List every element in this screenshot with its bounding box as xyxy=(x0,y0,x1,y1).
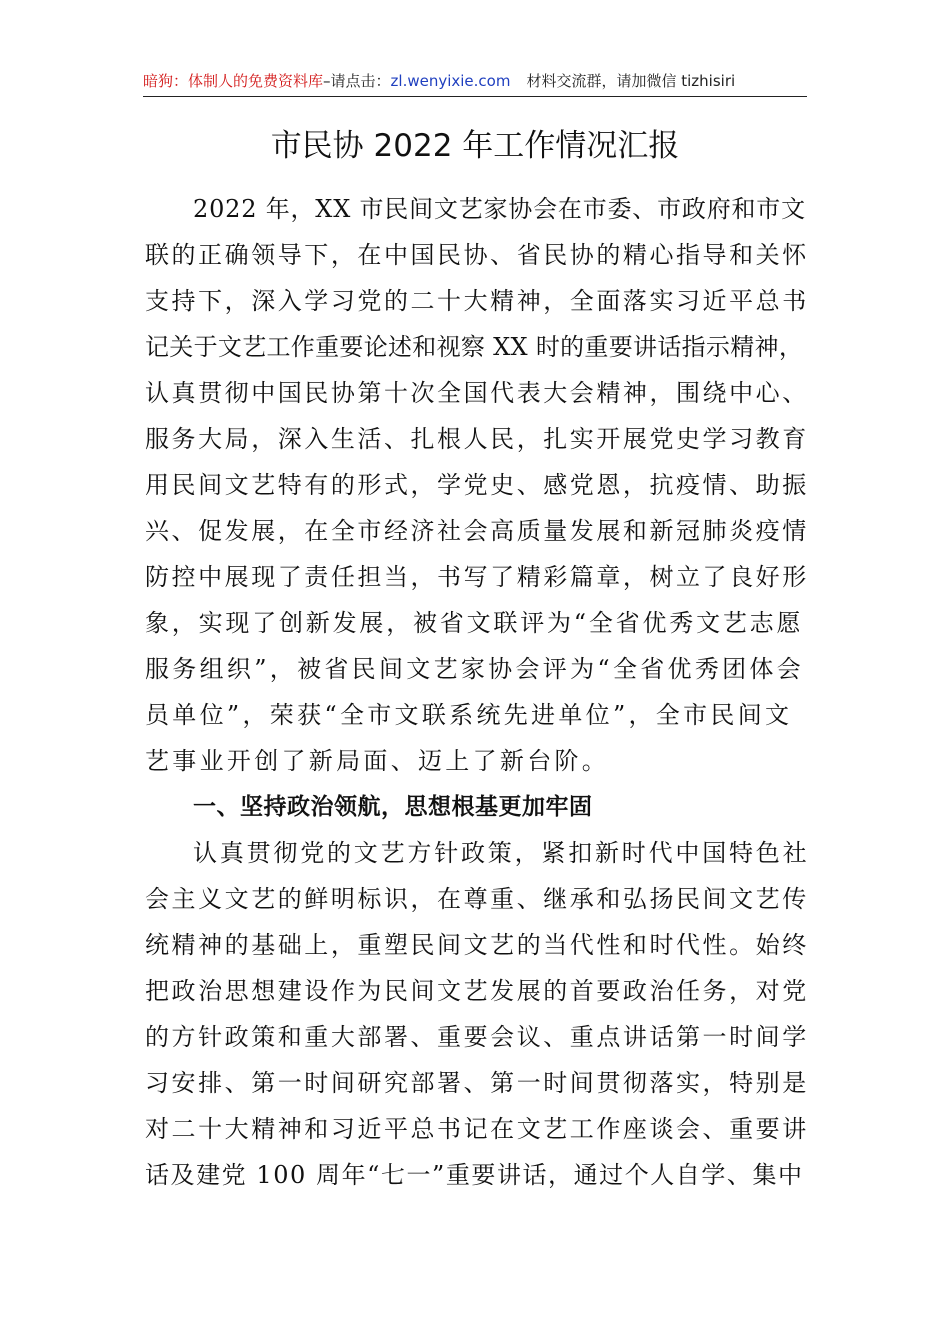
text-line: 服务大局，深入生活、扎根人民，扎实开展党史学习教育 xyxy=(145,425,809,453)
document-body xyxy=(145,186,809,1198)
page-header xyxy=(143,66,807,96)
text-line: 习安排、第一时间研究部署、第一时间贯彻落实，特别是 xyxy=(145,1069,809,1097)
text-line: 联的正确领导下，在中国民协、省民协的精心指导和关怀 xyxy=(145,241,809,269)
text-line: 的方针政策和重大部署、重要会议、重点讲话第一时间学 xyxy=(145,1023,809,1051)
header-link-prompt: –请点击： xyxy=(323,72,391,90)
header-wechat-note: 材料交流群，请加微信 tizhisiri xyxy=(526,72,736,90)
text-line: 统精神的基础上，重塑民间文艺的当代性和时代性。始终 xyxy=(145,931,809,959)
section-heading: 一、坚持政治领航，思想根基更加牢固 xyxy=(193,794,593,820)
header-brand: 暗狗：体制人的免费资料库 xyxy=(143,72,324,90)
text-line: 把政治思想建设作为民间文艺发展的首要政治任务，对党 xyxy=(145,977,809,1005)
text-line: 象，实现了创新发展，被省文联评为“全省优秀文艺志愿 xyxy=(145,609,804,637)
header-divider xyxy=(143,96,807,97)
text-line: 对二十大精神和习近平总书记在文艺工作座谈会、重要讲 xyxy=(145,1115,809,1143)
text-line: 兴、促发展，在全市经济社会高质量发展和新冠肺炎疫情 xyxy=(145,517,809,545)
document-title: 市民协 2022 年工作情况汇报 xyxy=(270,128,680,164)
text-line: 话及建党 100 周年“七一”重要讲话，通过个人自学、集中 xyxy=(145,1161,804,1189)
text-line: 服务组织”，被省民间文艺家协会评为“全省优秀团体会 xyxy=(145,655,805,683)
text-line: 2022 年，XX 市民间文艺家协会在市委、市政府和市文 xyxy=(193,195,806,223)
text-line: 记关于文艺工作重要论述和视察 XX 时的重要讲话指示精神， xyxy=(145,333,804,361)
header-link[interactable]: zl.wenyixie.com xyxy=(390,72,511,90)
text-line: 认真贯彻中国民协第十次全国代表大会精神，围绕中心、 xyxy=(145,379,809,407)
text-line: 支持下，深入学习党的二十大精神，全面落实习近平总书 xyxy=(145,287,809,315)
text-line: 会主义文艺的鲜明标识，在尊重、继承和弘扬民间文艺传 xyxy=(145,885,809,913)
text-line: 员单位”，荣获“全市文联系统先进单位”，全市民间文 xyxy=(145,701,793,729)
text-line: 防控中展现了责任担当，书写了精彩篇章，树立了良好形 xyxy=(145,563,809,591)
text-line: 用民间文艺特有的形式，学党史、感党恩，抗疫情、助振 xyxy=(145,471,809,499)
text-line: 艺事业开创了新局面、迈上了新台阶。 xyxy=(145,747,610,775)
text-line: 认真贯彻党的文艺方针政策，紧扣新时代中国特色社 xyxy=(193,839,809,867)
